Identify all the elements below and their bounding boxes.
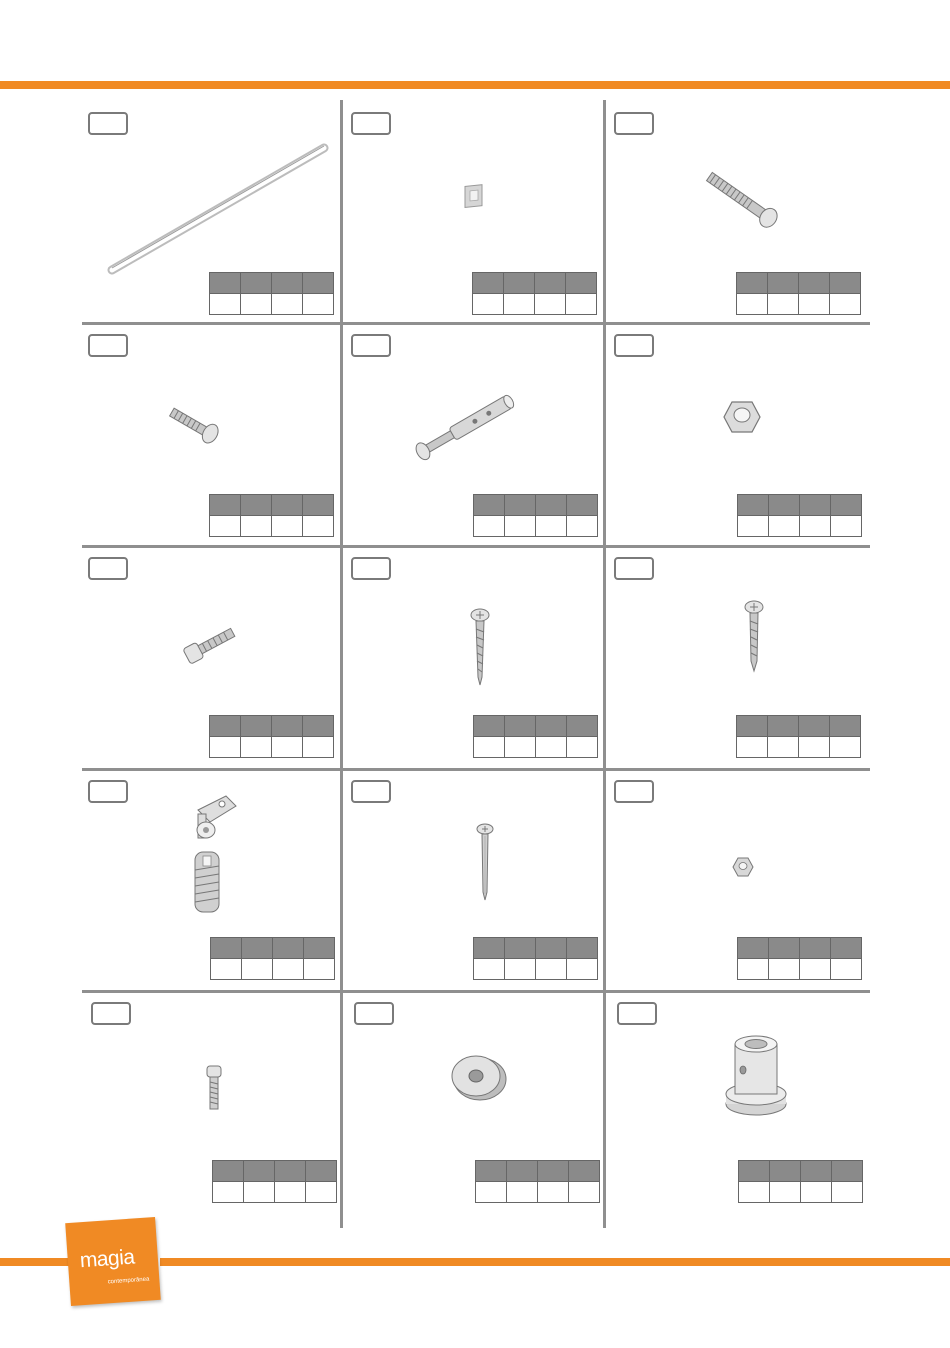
long-bolt-icon [698, 168, 788, 233]
part-number-box [88, 334, 128, 357]
long-rod-icon [102, 140, 332, 280]
quantity-table [472, 272, 597, 315]
square-plate-icon [460, 182, 490, 214]
part-cell-15 [611, 990, 873, 1212]
thin-long-screw-icon [473, 822, 497, 904]
part-cell-6 [608, 322, 870, 544]
quantity-table [475, 1160, 600, 1203]
quantity-table [736, 715, 861, 758]
quantity-table [473, 937, 598, 980]
bottom-orange-rule-left [0, 1258, 70, 1266]
part-cell-11 [345, 768, 607, 990]
round-washer-icon [446, 1048, 512, 1104]
part-number-box [351, 780, 391, 803]
part-cell-14 [348, 990, 610, 1212]
part-number-box [614, 557, 654, 580]
quantity-table [473, 715, 598, 758]
quantity-table [212, 1160, 337, 1203]
part-cell-5 [345, 322, 607, 544]
quantity-table [473, 494, 598, 537]
brand-subline: contemporânea [107, 1276, 150, 1286]
hex-nut-icon [722, 398, 762, 436]
bracket-and-anchor-icon [184, 790, 244, 920]
quantity-table [210, 937, 335, 980]
quantity-table [209, 494, 334, 537]
quantity-table [209, 715, 334, 758]
part-number-box [351, 112, 391, 135]
part-cell-8 [345, 545, 607, 767]
part-cell-12 [608, 768, 870, 990]
part-number-box [91, 1002, 131, 1025]
part-number-box [351, 334, 391, 357]
cam-connector-bolt-icon [407, 382, 532, 472]
brand-name: magia [79, 1245, 136, 1273]
part-number-box [614, 334, 654, 357]
small-socket-screw-icon [203, 1064, 225, 1114]
part-cell-3 [608, 100, 870, 322]
part-cell-10 [82, 768, 344, 990]
quantity-table [737, 937, 862, 980]
part-cell-1 [82, 100, 344, 322]
part-number-box [88, 557, 128, 580]
part-cell-7 [82, 545, 344, 767]
brand-logo [65, 1217, 161, 1306]
part-cell-4 [82, 322, 344, 544]
part-number-box [351, 557, 391, 580]
part-cell-13 [85, 990, 347, 1212]
socket-head-bolt-icon [180, 620, 240, 670]
top-orange-rule [0, 81, 950, 89]
part-number-box [617, 1002, 657, 1025]
part-number-box [614, 780, 654, 803]
part-number-box [614, 112, 654, 135]
wood-screw-icon [740, 599, 768, 675]
part-number-box [88, 780, 128, 803]
quantity-table [738, 1160, 863, 1203]
part-number-box [354, 1002, 394, 1025]
long-wood-screw-icon [465, 607, 495, 689]
part-number-box [88, 112, 128, 135]
quantity-table [737, 494, 862, 537]
short-bolt-icon [164, 404, 226, 449]
quantity-table [209, 272, 334, 315]
small-hex-nut-icon [732, 856, 754, 878]
part-cell-2 [345, 100, 607, 322]
bottom-orange-rule-right [160, 1258, 950, 1266]
quantity-table [736, 272, 861, 315]
flanged-bushing-icon [721, 1032, 791, 1118]
part-cell-9 [608, 545, 870, 767]
